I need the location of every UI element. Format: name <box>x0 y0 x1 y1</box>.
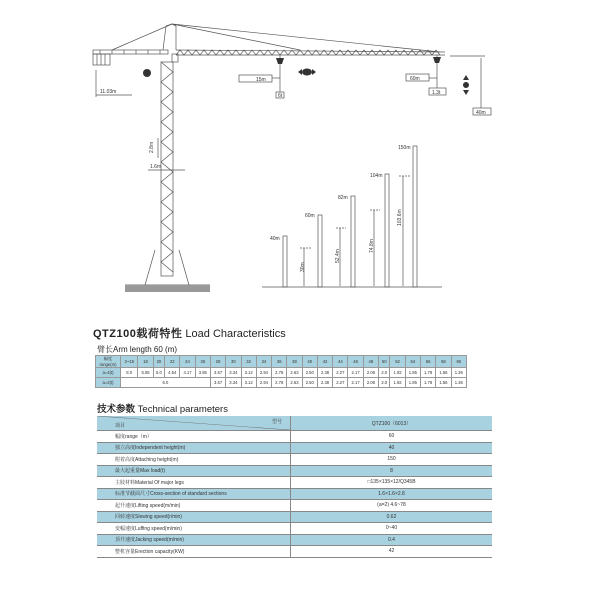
load-row-a2: a=2(t) 6.0 3.57 3.34 3.12 2.94 2.78 2.63 2.50 2.38 2.27 2.17 2.08 2.0 1.92 1.85 1.78 1.56 1.36 <box>96 378 467 388</box>
tech-row <box>97 465 492 477</box>
tech-param-label: 变幅速度Luffing speed(m/min) <box>97 523 291 535</box>
tech-row <box>97 431 492 443</box>
svg-text:15m: 15m <box>256 77 266 83</box>
svg-text:52.4m: 52.4m <box>335 249 341 263</box>
range-header-cell: 20 <box>153 356 164 368</box>
load-value-cell: 2.38 <box>317 368 332 378</box>
load-value-cell: 4.17 <box>180 368 195 378</box>
load-value-cell: 8.0 <box>121 368 138 378</box>
load-value-cell: 5.55 <box>138 368 153 378</box>
load-value-cell: 4.54 <box>165 368 180 378</box>
load-value-cell: 2.94 <box>256 368 271 378</box>
counterweight <box>93 54 110 65</box>
range-header-cell: 24 <box>180 356 195 368</box>
tech-header-row: 项目 型号 QTZ100（6013） <box>97 416 492 431</box>
mast-height-chart <box>262 146 442 287</box>
tech-param-label: 最大起重量Max load(t) <box>97 465 291 477</box>
load-row-a4: a=4(t) 8.0 5.55 5.0 4.54 4.17 3.85 3.57 3.34 3.12 2.94 2.78 2.63 2.50 2.38 2.27 2.17 2.08 2.0 1.92 1.85 1.78 1.56 1.36 <box>96 368 467 378</box>
tech-param-value: 0~40 <box>291 523 493 535</box>
tech-row <box>97 454 492 466</box>
range-header-cell: 3~15 <box>121 356 138 368</box>
tech-param-label: 回转速度Slewing speed(r/min) <box>97 511 291 523</box>
svg-text:150m: 150m <box>398 145 411 151</box>
range-header-cell: 38 <box>287 356 302 368</box>
load-value-cell: 1.36 <box>451 368 466 378</box>
svg-text:1.6m: 1.6m <box>150 164 162 170</box>
range-header-cell: 60 <box>451 356 466 368</box>
load-value-cell: 2.50 <box>302 378 317 388</box>
load-table <box>95 355 467 388</box>
svg-text:1.3t: 1.3t <box>432 90 441 96</box>
tech-row <box>97 534 492 546</box>
range-corner-cell: 幅度 range(m) <box>96 356 121 368</box>
tech-param-value: 60 <box>291 431 493 443</box>
tech-param-value: 0.4 <box>291 534 493 546</box>
tech-row <box>97 523 492 535</box>
tech-row <box>97 477 492 489</box>
range-header-cell: 48 <box>363 356 378 368</box>
range-header-cell: 26 <box>195 356 210 368</box>
range-header-cell: 54 <box>405 356 420 368</box>
load-value-cell: 5.0 <box>153 368 164 378</box>
range-header-cell: 32 <box>241 356 256 368</box>
counter-jib <box>93 50 168 54</box>
load-value-cell: 2.78 <box>272 378 287 388</box>
tech-param-label: 主肢材料Material Of major legs <box>97 477 291 489</box>
range-header-cell: 18 <box>138 356 153 368</box>
load-value-cell: 2.63 <box>287 368 302 378</box>
load-value-cell: 3.85 <box>195 368 210 378</box>
slewing-icon <box>143 69 151 77</box>
load-value-cell: 3.57 <box>210 378 225 388</box>
load-value-cell: 2.17 <box>348 368 363 378</box>
load-value-cell: 3.34 <box>226 368 241 378</box>
svg-text:40m: 40m <box>270 236 280 242</box>
load-value-cell: 2.94 <box>256 378 271 388</box>
tech-param-value: 8 <box>291 465 493 477</box>
tech-param-label: 顶升速度Jacking speed(m/min) <box>97 534 291 546</box>
load-value-cell: 3.34 <box>226 378 241 388</box>
load-value-cell: 2.0 <box>379 378 390 388</box>
range-header-cell: 40 <box>302 356 317 368</box>
tech-row <box>97 546 492 558</box>
tech-row <box>97 488 492 500</box>
load-value-cell: 2.78 <box>272 368 287 378</box>
load-value-cell: 1.85 <box>405 378 420 388</box>
svg-text:2.8m: 2.8m <box>149 141 155 153</box>
load-value-cell: 2.08 <box>363 378 378 388</box>
range-header-cell: 22 <box>165 356 180 368</box>
svg-text:30m: 30m <box>300 262 306 272</box>
trolley-icon <box>276 58 284 64</box>
tech-row <box>97 511 492 523</box>
tech-param-value: 42 <box>291 546 493 558</box>
range-header-cell: 56 <box>420 356 435 368</box>
load-table-header <box>96 356 467 368</box>
arm-length-label: 臂长Arm length 60 (m) <box>97 345 178 354</box>
svg-text:104m: 104m <box>370 173 383 179</box>
tech-param-label: 整机容量Erection capacity(KW) <box>97 546 291 558</box>
range-header-cell: 50 <box>379 356 390 368</box>
tech-param-label: 附着高度Attaching height(m) <box>97 454 291 466</box>
load-value-cell: 2.27 <box>333 378 348 388</box>
load-value-cell: 2.0 <box>379 368 390 378</box>
load-value-cell: 2.17 <box>348 378 363 388</box>
tech-section-title: 技术参数 Technical parameters <box>97 404 228 415</box>
tech-param-value: □135×135×12/Q345B <box>291 477 493 489</box>
svg-text:82m: 82m <box>338 195 348 201</box>
svg-text:11.03m: 11.03m <box>100 89 117 95</box>
load-value-cell: 2.38 <box>317 378 332 388</box>
load-section-title: QTZ100载荷特性 Load Characteristics <box>93 328 286 340</box>
range-header-cell: 30 <box>226 356 241 368</box>
load-value-cell: 3.12 <box>241 378 256 388</box>
load-value-cell: 1.85 <box>405 368 420 378</box>
load-value-cell: 2.08 <box>363 368 378 378</box>
tech-param-value: 1.6×1.6×2.8 <box>291 488 493 500</box>
tech-param-value: 40 <box>291 442 493 454</box>
tech-param-value: 0.62 <box>291 511 493 523</box>
tech-param-value: (a=2) 4.6~78 <box>291 500 493 512</box>
range-header-cell: 58 <box>436 356 451 368</box>
range-header-cell: 28 <box>210 356 225 368</box>
load-value-cell: 1.78 <box>420 378 435 388</box>
load-value-cell: 3.12 <box>241 368 256 378</box>
range-header-cell: 42 <box>317 356 332 368</box>
load-value-cell: 1.92 <box>390 368 405 378</box>
tech-row <box>97 442 492 454</box>
tech-param-label: 幅度range（m） <box>97 431 291 443</box>
load-value-cell: 2.27 <box>333 368 348 378</box>
header-corner-cell: 项目 型号 <box>97 416 291 431</box>
svg-text:103.6m: 103.6m <box>397 209 403 226</box>
load-value-cell: 2.63 <box>287 378 302 388</box>
load-value-cell: 1.56 <box>436 368 451 378</box>
range-header-cell: 44 <box>333 356 348 368</box>
range-header-cell: 36 <box>272 356 287 368</box>
tech-param-label: 标准节截面尺寸Cross-section of standard sections <box>97 488 291 500</box>
load-value-cell: 1.78 <box>420 368 435 378</box>
tech-param-value: 150 <box>291 454 493 466</box>
merged-cell: 6.0 <box>121 378 211 388</box>
load-value-cell: 3.57 <box>210 368 225 378</box>
load-value-cell: 1.36 <box>451 378 466 388</box>
trolley-icon <box>433 57 441 63</box>
tech-row <box>97 500 492 512</box>
svg-text:6t: 6t <box>278 93 283 99</box>
tech-param-label: 起升速度Lifting speed(m/min) <box>97 500 291 512</box>
svg-text:40m: 40m <box>476 110 486 116</box>
svg-text:60m: 60m <box>305 213 315 219</box>
range-header-cell: 52 <box>390 356 405 368</box>
tech-params-table <box>97 416 492 558</box>
svg-text:60m: 60m <box>410 76 420 82</box>
load-value-cell: 1.92 <box>390 378 405 388</box>
hoisting-icon <box>463 82 469 88</box>
svg-text:74.8m: 74.8m <box>369 239 375 253</box>
load-value-cell: 2.50 <box>302 368 317 378</box>
trolleying-icon <box>302 69 312 76</box>
range-header-cell: 34 <box>256 356 271 368</box>
load-value-cell: 1.56 <box>436 378 451 388</box>
range-header-cell: 46 <box>348 356 363 368</box>
tech-param-label: 独立高度Independent height(m) <box>97 442 291 454</box>
